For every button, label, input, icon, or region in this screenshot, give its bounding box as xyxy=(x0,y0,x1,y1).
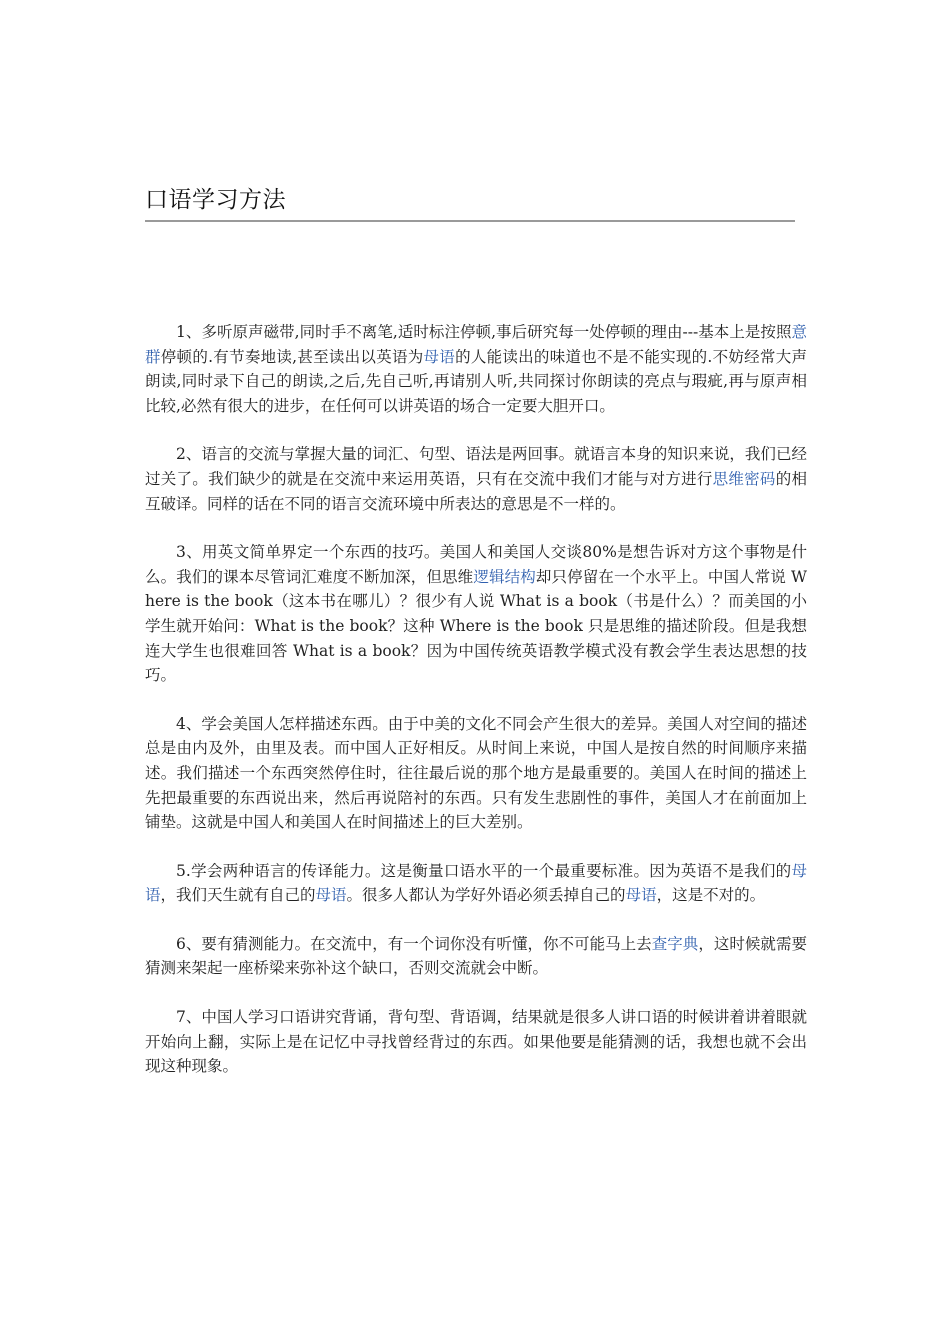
text-segment: 5.学会两种语言的传译能力。这是衡量口语水平的一个最重要标准。因为英语不是我们的 xyxy=(176,861,792,880)
text-segment: 4、学会美国人怎样描述东西。由于中美的文化不同会产生很大的差异。美国人对空间的描述总是由内及外，由里及表。而中国人正好相反。从时间上来说，中国人是按自然的时间顺序来描述。我们描述一个东西突然停住时，往往最后说的那个地方是最重要的。美国人在时间的描述上先把最重要的东西说出来，然后再说陪衬的东西。只有发生悲剧性的事件，美国人才在前面加上铺垫。这就是中国人和美国人在时间描述上的巨大差别。 xyxy=(145,714,807,832)
link-chazidian[interactable]: 查字典 xyxy=(651,934,699,953)
paragraph-4 xyxy=(145,712,807,835)
page-title: 口语学习方法 xyxy=(145,187,286,213)
text-segment: 停顿的.有节奏地读,甚至读出以英语为 xyxy=(160,347,424,366)
text-segment: 。很多人都认为学好外语必须丢掉自己的 xyxy=(346,886,626,905)
paragraph-6 xyxy=(145,932,807,981)
link-siweimima[interactable]: 思维密码 xyxy=(712,469,776,488)
article-body xyxy=(145,320,807,1103)
title-divider xyxy=(145,220,795,222)
text-segment: 2、语言的交流与掌握大量的词汇、句型、语法是两回事。就语言本身的知识来说，我们已经过关了。我们缺少的就是在交流中来运用英语，只有在交流中我们才能与对方进行 xyxy=(145,445,807,488)
link-yiqun[interactable]: 意群 xyxy=(145,323,807,366)
link-luojijiegou[interactable]: 逻辑结构 xyxy=(473,567,536,586)
link-muyu[interactable]: 母语 xyxy=(625,886,657,905)
text-segment: 3、用英文简单界定一个东西的技巧。美国人和美国人交谈80%是想告诉对方这个事物是什么。我们的课本尽管词汇难度不断加深，但思维 xyxy=(145,543,807,586)
text-segment: 的人能读出的味道也不是不能实现的.不妨经常大声朗读,同时录下自己的朗读,之后,先自己听,再请别人听,共同探讨你朗读的亮点与瑕疵,再与原声相比较,必然有很大的进步，在任何可以讲英语的场合一定要大胆开口。 xyxy=(145,347,807,415)
paragraph-2 xyxy=(145,442,807,516)
link-muyu[interactable]: 母语 xyxy=(423,347,456,366)
text-segment: 1、多听原声磁带,同时手不离笔,适时标注停顿,事后研究每一处停顿的理由---基本上是按照 xyxy=(176,323,792,341)
link-muyu[interactable]: 母语 xyxy=(145,861,807,905)
text-segment: 7、中国人学习口语讲究背诵，背句型、背语调，结果就是很多人讲口语的时候讲着讲着眼就开始向上翻，实际上是在记忆中寻找曾经背过的东西。如果他要是能猜测的话，我想也就不会出现这种现象。 xyxy=(145,1008,807,1076)
text-segment: 6、要有猜测能力。在交流中，有一个词你没有听懂，你不可能马上去 xyxy=(176,934,652,953)
text-segment: ，我们天生就有自己的 xyxy=(160,886,316,905)
paragraph-5 xyxy=(145,859,807,908)
link-muyu[interactable]: 母语 xyxy=(315,886,347,905)
paragraph-1 xyxy=(145,320,807,418)
text-segment: 的相互破译。同样的话在不同的语言交流环境中所表达的意思是不一样的。 xyxy=(145,469,807,513)
text-segment: ，这是不对的。 xyxy=(656,886,766,905)
text-segment: 却只停留在一个水平上。中国人常说 Where is the book（这本书在哪儿）？很少有人说 What is a book（书是什么）？而美国的小学生就开始问：What is the book？这种 Where is the book 只是思维的描述阶段。但是我想连大学生也很难回答 What is a book？因为中国传统英语教学模式没有教会学生表达思想的技巧。 xyxy=(145,567,807,685)
paragraph-3 xyxy=(145,540,807,688)
paragraph-7 xyxy=(145,1005,807,1079)
text-segment: ，这时候就需要猜测来架起一座桥梁来弥补这个缺口，否则交流就会中断。 xyxy=(145,934,807,978)
